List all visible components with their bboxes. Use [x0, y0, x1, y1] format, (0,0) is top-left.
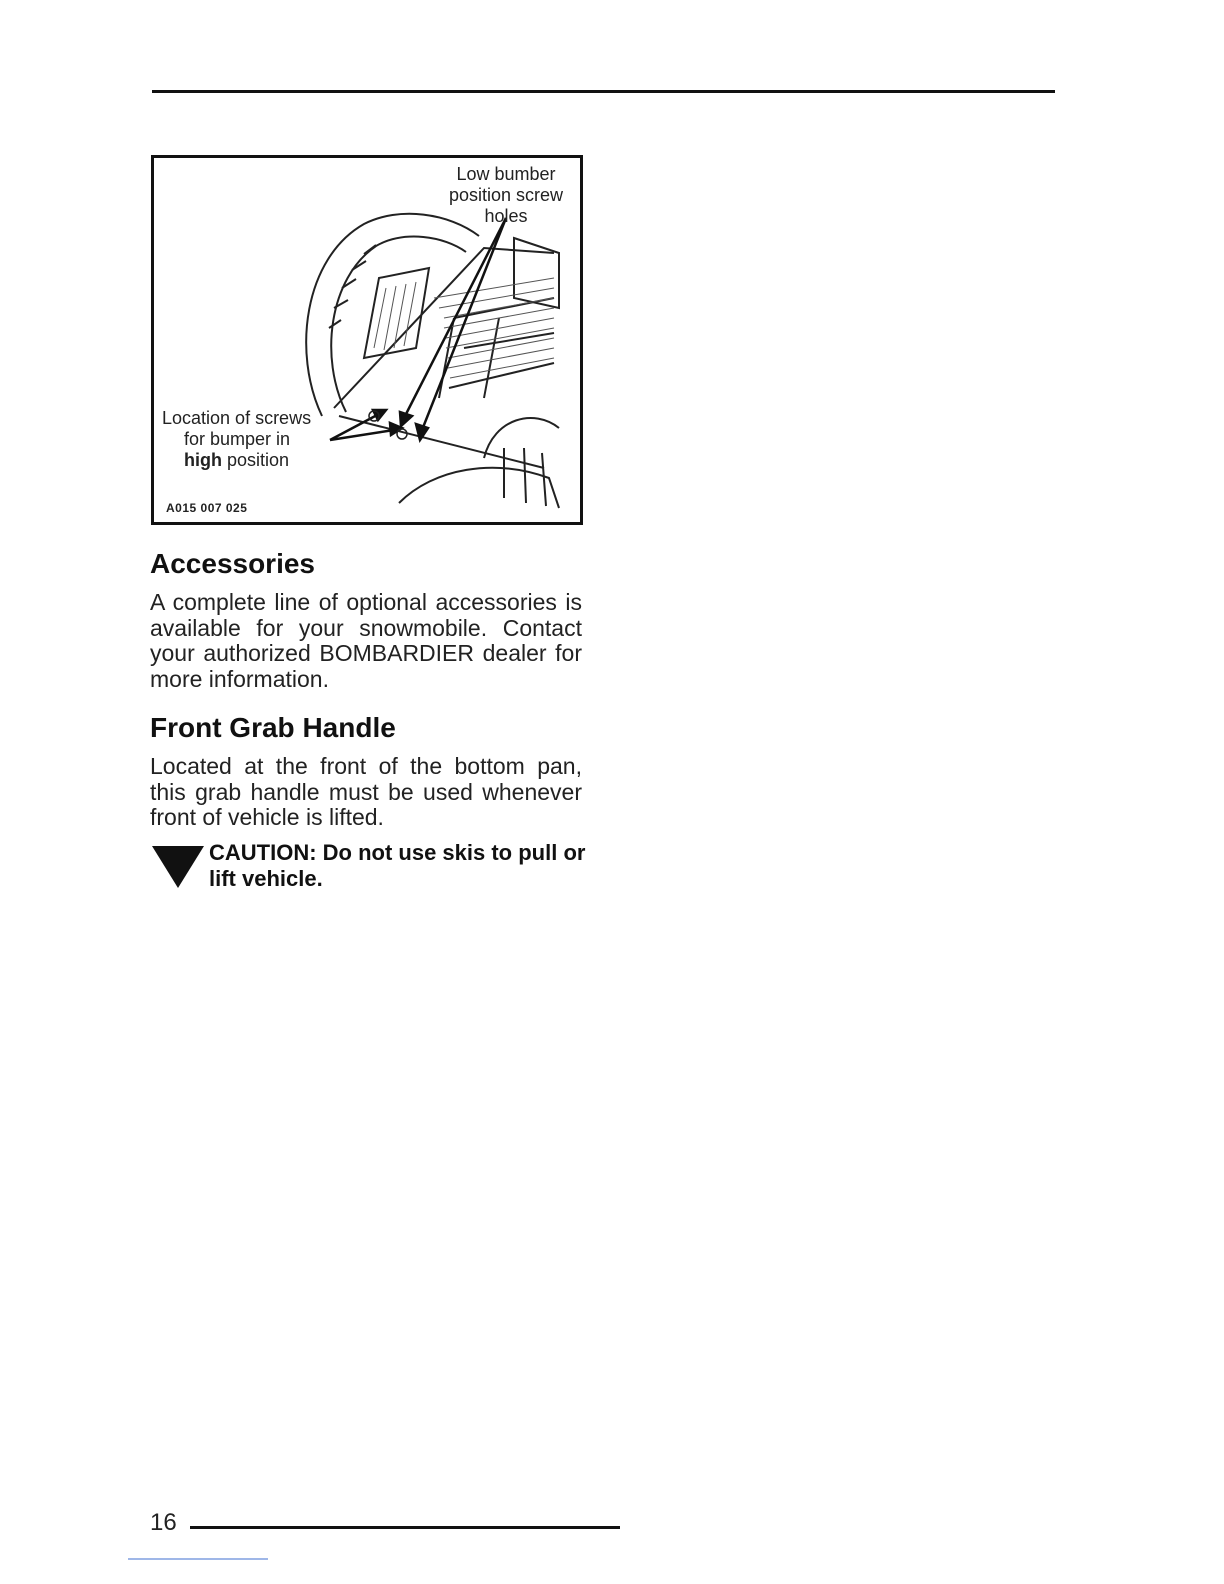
high-label-line1: Location of screws — [162, 408, 312, 428]
front-grab-handle-heading: Front Grab Handle — [150, 712, 396, 743]
scan-edge-line — [128, 1558, 268, 1560]
front-grab-handle-body: Located at the front of the bottom pan, this grab handle must be used whenever front of vehicle is lifted. — [150, 753, 582, 830]
page-number: 16 — [150, 1509, 177, 1536]
top-rule — [152, 90, 1055, 93]
bottom-rule — [190, 1526, 620, 1529]
figure-code: A015 007 025 — [166, 501, 248, 515]
caution-triangle-icon — [150, 844, 206, 890]
accessories-body: A complete line of optional accessories is available for your snowmobile. Contact your authorized BOMBARDIER dealer for more information. — [150, 589, 582, 692]
bumper-figure — [151, 155, 583, 525]
high-label-line3 — [162, 450, 337, 471]
accessories-heading: Accessories — [150, 548, 316, 579]
high-position-label — [162, 408, 337, 471]
caution-text: CAUTION: Do not use skis to pull or lift vehicle. — [209, 840, 586, 891]
high-label-bold: high — [184, 450, 222, 470]
high-label-line2: for bumper in — [184, 429, 291, 449]
low-position-label: Low bumber position screw holes — [448, 164, 564, 226]
high-label-rest: position — [222, 450, 290, 470]
